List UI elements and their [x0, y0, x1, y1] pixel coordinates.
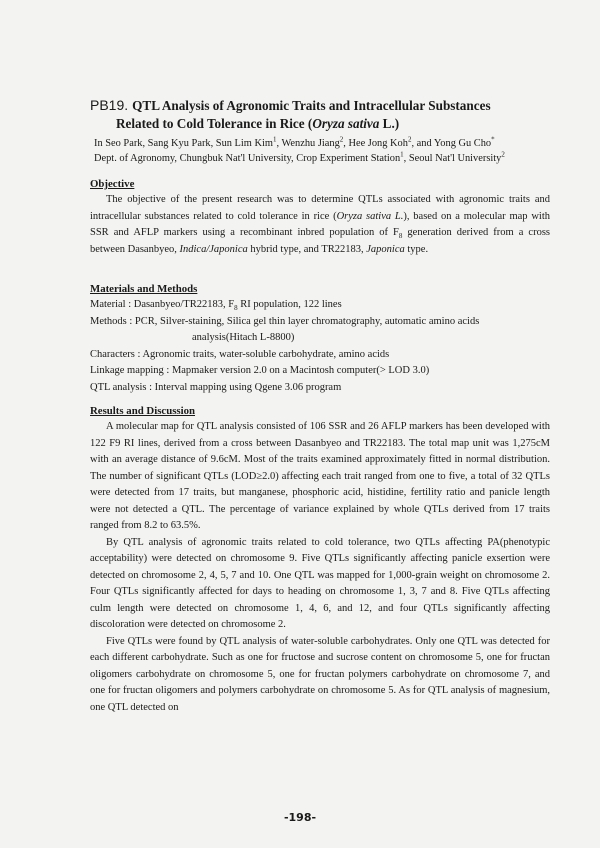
results-heading: Results and Discussion: [90, 405, 196, 417]
qtl-analysis-line: QTL analysis : Interval mapping using Qgene 3.06 program: [90, 381, 342, 393]
linkage-line: Linkage mapping : Mapmaker version 2.0 on a Macintosh computer(> LOD 3.0): [90, 365, 430, 376]
abstract-code: PB19.: [90, 97, 129, 113]
objective-heading: Objective: [90, 178, 135, 190]
affiliation: Dept. of Agronomy, Chungbuk Nat'l University, Crop Experiment Station$^1$, Seoul Nat'l University$^2$: [94, 150, 505, 164]
objective-section: [90, 177, 550, 258]
paper-title-line1: PB19. QTL Analysis of Agronomic Traits and Intracellular Substances: [90, 97, 491, 113]
results-paragraph-3: Five QTLs were found by QTL analysis of water-soluble carbohydrates. Only one QTL was detected for each different carbohydrate. Such as one for fructose and sucrose content on chromosome 5, one for fructan oligomers carbohydrate on chromosome 5, one for fructan polymers carbohydrate on chromosome 7, and one for fructan oligomers and polymers carbohydrate on chromosome 5. As for QTL analysis of magnesium, one QTL detected on: [90, 635, 550, 713]
page-number: -198-: [283, 811, 317, 824]
results-section: [90, 404, 550, 716]
methods-heading: Materials and Methods: [90, 283, 198, 295]
material-line: Material : Dasanbyeo/TR22183, $F_8$ RI population, 122 lines: [90, 299, 342, 313]
methods-line-cont: analysis(Hitach L-8800): [192, 332, 295, 343]
author-list: In Seo Park, Sang Kyu Park, Sun Lim Kim$^1$, Wenzhu Jiang$^2$, Hee Jong Koh$^2$, and Yong Gu Cho*: [94, 135, 495, 149]
results-paragraph-1: A molecular map for QTL analysis consisted of 106 SSR and 26 AFLP markers has been developed with 122 F9 RI lines, derived from a cross between Dasanbyeo and TR22183. The total map unit was 1,275cM with an average distance of 9.6cM. Most of the traits examined approximately fitted in normal distribution. The number of significant QTLs (LOD≥2.0) affecting each trait ranged from one to five, a total of 32 QTLs were detected from 17 traits, but manganese, phosphoric acid, histidine, fertility ratio and panicle length were not detected a QTL. The percentage of variance explained by whole QTLs derived from 17 traits ranged from 8.2 to 63.5%.: [90, 421, 550, 531]
title-block: [90, 96, 550, 166]
methods-section: [90, 282, 550, 396]
objective-paragraph: The objective of the present research was to determine QTLs associated with agronomic traits and intracellular substances related to cold tolerance in rice (Oryza sativa L.), based on a molecular map with SSR and AFLP markers using a recombinant inbred population of $F_8$ generation derived from a cross between Dasanbyeo, Indica/Japonica hybrid type, and TR22183, Japonica type.: [90, 194, 550, 255]
results-paragraph-2: By QTL analysis of agronomic traits related to cold tolerance, two QTLs affecting PA(phenotypic acceptability) were detected on chromosome 9. Five QTLs significantly affecting panicle exsertion were detected on chromosome 2, 4, 5, 7 and 10. One QTL was mapped for 1,000-grain weight on chromosome 2. Four QTLs significantly affected for days to heading on chromosome 1, 3, 7 and 8. Five QTLs affecting culm length were detected on chromosome 1, 4, 6, and 12, and four QTLs significantly affecting discoloration were detected on chromosome 2.: [90, 536, 550, 630]
paper-title-line2: Related to Cold Tolerance in Rice (Oryza sativa L.): [116, 116, 400, 131]
methods-line: Methods : PCR, Silver-staining, Silica gel thin layer chromatography, automatic amino acids: [90, 315, 480, 327]
characters-line: Characters : Agronomic traits, water-soluble carbohydrate, amino acids: [90, 348, 390, 360]
